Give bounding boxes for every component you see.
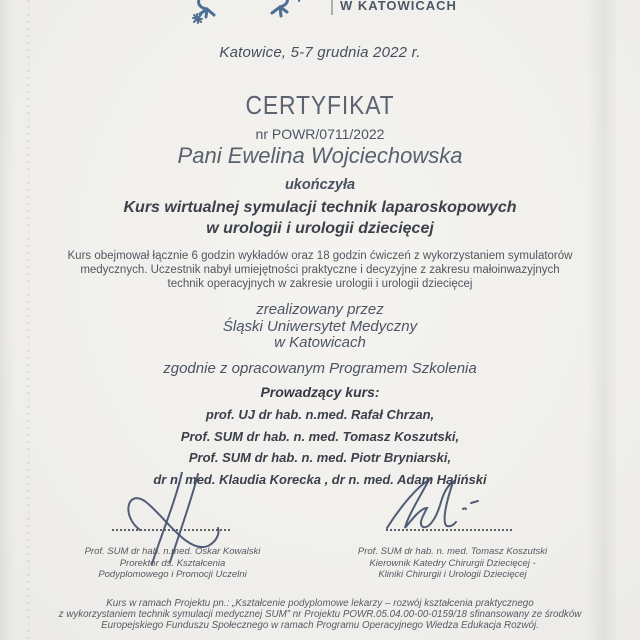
date-line: Katowice, 5-7 grudnia 2022 r. [219, 44, 421, 61]
course-title-line2: w urologii i urologii dziecięcej [206, 220, 434, 237]
completed-label: ukończyła [284, 177, 356, 193]
course-description [0, 250, 640, 291]
signatory-right [340, 546, 565, 581]
signatory-right-role2: Kliniki Chirurgii i Urologii Dziecięcej [378, 569, 527, 580]
university-logo-eagle-fragment-icon [183, 0, 315, 29]
signature-line-right [386, 529, 512, 531]
signatory-left [65, 546, 280, 581]
realized-by-line1: zrealizowany przez [256, 301, 384, 318]
signatory-left-role2: Podyplomowego i Promocji Uczelni [98, 569, 247, 580]
signatory-left-name: Prof. SUM dr hab. n.med. Oskar Kowalski [84, 546, 261, 557]
course-description-line2: medycznych. Uczestnik nabył umiejętności praktyczne i decyzyjne z zakresu małoinwazyjnych [80, 263, 560, 276]
footer-line3: Europejskiego Funduszu Społecznego w ramach Programu Operacyjnego Wiedza Edukacja Rozwój. [101, 620, 539, 631]
realized-by-line2: Śląski Uniwersytet Medyczny [222, 317, 418, 335]
footer-line2: z wykorzystaniem technik symulacji medycznej SUM” nr Projektu POWR.05.04.00-00-0159/18 sfinansowany ze środków [58, 609, 582, 620]
certificate-title: CERTYFIKAT [245, 90, 395, 120]
course-title-line1: Kurs wirtualnej symulacji technik laparoskopowych [123, 199, 517, 216]
instructors-heading: Prowadzący kurs: [260, 384, 380, 400]
course-description-line3: technik operacyjnych w zakresie urologii i urologii dziecięcej [167, 277, 473, 290]
signatory-right-role1: Kierownik Katedry Chirurgii Dziecięcej - [369, 557, 536, 569]
realized-by-line3: w Katowicach [274, 334, 366, 351]
recipient-name: Pani Ewelina Wojciechowska [177, 143, 463, 168]
instructor-line: Prof. SUM dr hab. n. med. Piotr Bryniarski, [188, 450, 452, 465]
footer-line1: Kurs w ramach Projektu pn.: „Kształcenie podyplomowe lekarzy – rozwój kształcenia praktycznego [106, 598, 534, 609]
logo-city-text: W KATOWICACH [340, 0, 457, 13]
signature-line-left [112, 529, 230, 531]
signatory-right-name: Prof. SUM dr hab. n. med. Tomasz Koszutski [357, 546, 548, 557]
logo-separator [331, 0, 333, 15]
instructor-line: dr n. med. Klaudia Korecka , dr n. med. Adam Haliński [153, 471, 487, 487]
certificate-number: nr POWR/0711/2022 [255, 126, 385, 142]
signatory-left-role1: Prorektor ds. Kształcenia [119, 557, 226, 569]
instructor-line: prof. UJ dr hab. n.med. Rafał Chrzan, [205, 407, 435, 422]
instructor-line: Prof. SUM dr hab. n. med. Tomasz Koszutski, [180, 428, 460, 444]
realized-by-block [0, 302, 640, 352]
instructors-list [0, 404, 640, 490]
course-description-line1: Kurs obejmował łącznie 6 godzin wykładów oraz 18 godzin ćwiczeń z wykorzystaniem symulatorów [67, 250, 573, 262]
program-line: zgodnie z opracowanym Programem Szkolenia [163, 360, 477, 377]
project-funding-footer [50, 598, 590, 631]
